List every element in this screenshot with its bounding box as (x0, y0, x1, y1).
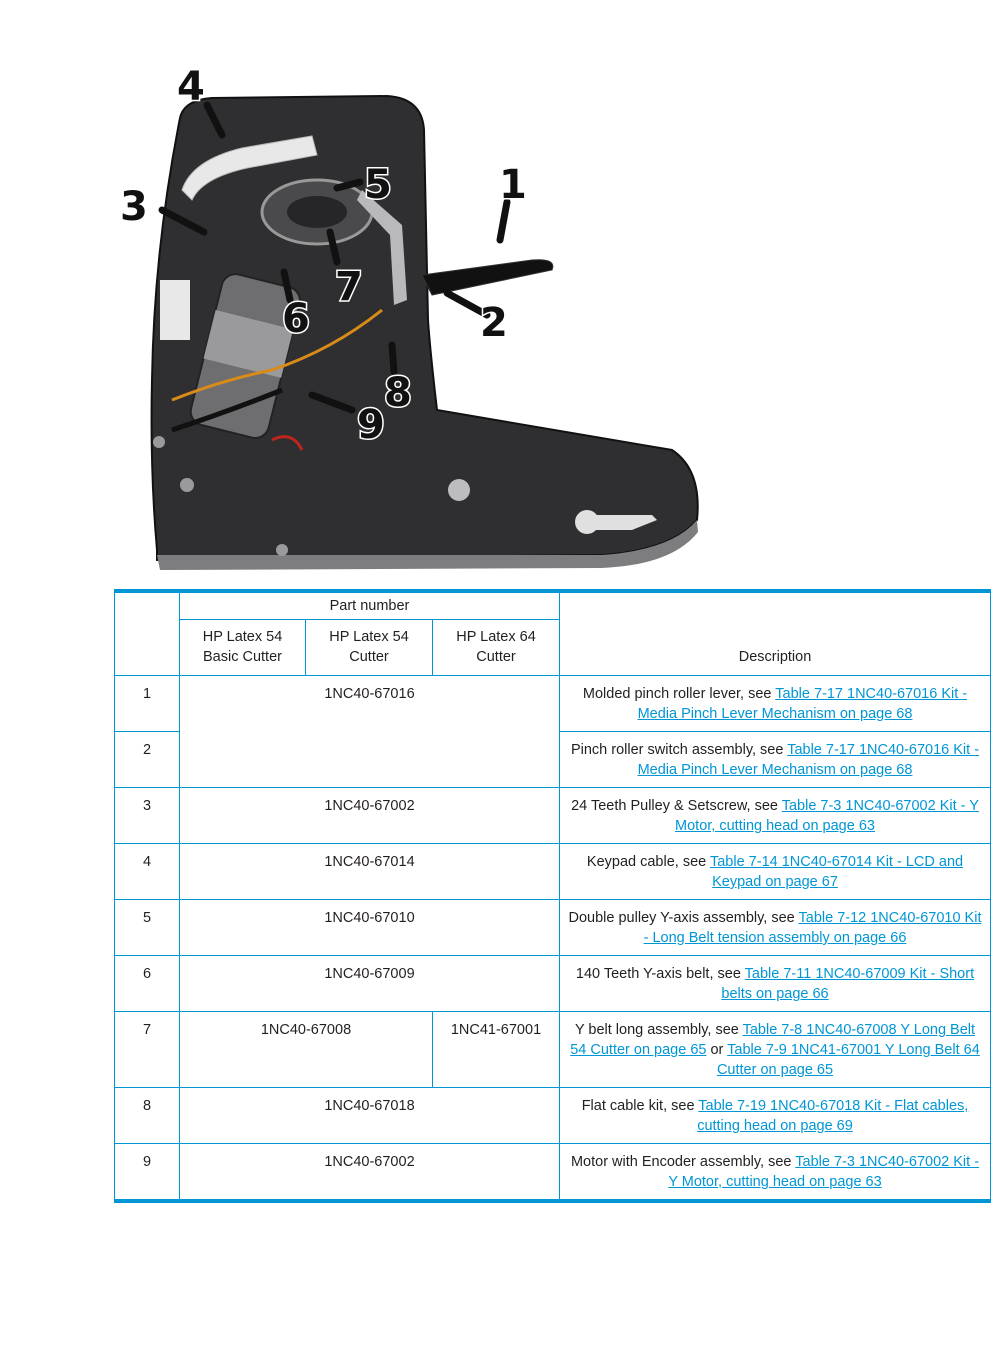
table-row (115, 956, 991, 1012)
table-reference-link[interactable]: Table 7-17 1NC40-67016 Kit - Media Pinch Lever Mechanism on page 68 (637, 742, 980, 778)
part-number: 1NC40-67002 (180, 1144, 560, 1202)
table-reference-link[interactable]: Table 7-12 1NC40-67010 Kit - Long Belt tension assembly on page 66 (643, 910, 982, 946)
part-number-header: Part number (180, 591, 560, 620)
item-number: 7 (115, 1012, 180, 1088)
cutter-assembly-illustration (120, 50, 712, 580)
table-row (115, 1088, 991, 1144)
item-number: 5 (115, 900, 180, 956)
item-number: 6 (115, 956, 180, 1012)
callout-9: 9 (357, 402, 385, 448)
item-number: 3 (115, 788, 180, 844)
description: Motor with Encoder assembly, see Table 7-3 1NC40-67002 Kit - Y Motor, cutting head on page 63 (560, 1144, 991, 1202)
item-number-header (115, 591, 180, 676)
table-reference-link[interactable]: Table 7-19 1NC40-67018 Kit - Flat cables, cutting head on page 69 (697, 1098, 969, 1134)
item-number: 1 (115, 676, 180, 732)
table-reference-link[interactable]: Table 7-8 1NC40-67008 Y Long Belt 54 Cutter on page 65 (570, 1022, 976, 1058)
table-row (115, 844, 991, 900)
table-row (115, 676, 991, 732)
callout-1: 1 (499, 162, 527, 208)
pinch-roller-lever (422, 260, 553, 295)
description: Molded pinch roller lever, see Table 7-17 1NC40-67016 Kit - Media Pinch Lever Mechanism on page 68 (560, 676, 991, 732)
table-reference-link[interactable]: Table 7-14 1NC40-67014 Kit - LCD and Keypad on page 67 (709, 854, 964, 890)
description: Flat cable kit, see Table 7-19 1NC40-67018 Kit - Flat cables, cutting head on page 69 (560, 1088, 991, 1144)
callout-3: 3 (120, 184, 148, 230)
description: Y belt long assembly, see Table 7-8 1NC40-67008 Y Long Belt 54 Cutter on page 65 or Table 7-9 1NC41-67001 Y Long Belt 64 Cutter on page 65 (560, 1012, 991, 1088)
table-reference-link[interactable]: Table 7-3 1NC40-67002 Kit - Y Motor, cutting head on page 63 (675, 798, 979, 834)
description: Pinch roller switch assembly, see Table 7-17 1NC40-67016 Kit - Media Pinch Lever Mechanism on page 68 (560, 732, 991, 788)
table-reference-link-2[interactable]: Table 7-9 1NC41-67001 Y Long Belt 64 Cutter on page 65 (716, 1042, 980, 1078)
table-row (115, 1012, 991, 1088)
table-row (115, 1144, 991, 1202)
callout-6: 6 (282, 296, 310, 342)
column-header-latex64-cutter: HP Latex 64 Cutter (433, 620, 560, 676)
description-header: Description (560, 591, 991, 676)
part-number: 1NC40-67002 (180, 788, 560, 844)
item-number: 4 (115, 844, 180, 900)
item-number: 9 (115, 1144, 180, 1202)
part-number: 1NC40-67010 (180, 900, 560, 956)
callout-5: 5 (364, 162, 392, 208)
callout-8: 8 (384, 370, 412, 416)
table-row (115, 788, 991, 844)
description: 24 Teeth Pulley & Setscrew, see Table 7-3 1NC40-67002 Kit - Y Motor, cutting head on page 63 (560, 788, 991, 844)
part-number: 1NC40-67014 (180, 844, 560, 900)
table-reference-link[interactable]: Table 7-11 1NC40-67009 Kit - Short belts on page 66 (721, 966, 975, 1002)
callout-4: 4 (177, 64, 205, 110)
item-number: 2 (115, 732, 180, 788)
table-reference-link[interactable]: Table 7-3 1NC40-67002 Kit - Y Motor, cutting head on page 63 (668, 1154, 980, 1190)
description: Keypad cable, see Table 7-14 1NC40-67014 Kit - LCD and Keypad on page 67 (560, 844, 991, 900)
column-header-latex54-basic: HP Latex 54 Basic Cutter (180, 620, 306, 676)
table-reference-link[interactable]: Table 7-17 1NC40-67016 Kit - Media Pinch Lever Mechanism on page 68 (637, 686, 968, 722)
cutter-assembly-photo (120, 50, 712, 580)
part-number-latex54: 1NC40-67008 (180, 1012, 433, 1088)
description: 140 Teeth Y-axis belt, see Table 7-11 1NC40-67009 Kit - Short belts on page 66 (560, 956, 991, 1012)
part-number: 1NC40-67016 (180, 676, 560, 788)
callout-2: 2 (480, 300, 508, 346)
item-number: 8 (115, 1088, 180, 1144)
table-row (115, 900, 991, 956)
part-number: 1NC40-67018 (180, 1088, 560, 1144)
callout-7: 7 (335, 264, 363, 310)
part-number: 1NC40-67009 (180, 956, 560, 1012)
parts-table (114, 589, 991, 1203)
part-number-latex64: 1NC41-67001 (433, 1012, 560, 1088)
column-header-latex54-cutter: HP Latex 54 Cutter (306, 620, 433, 676)
description: Double pulley Y-axis assembly, see Table 7-12 1NC40-67010 Kit - Long Belt tension assembly on page 66 (560, 900, 991, 956)
